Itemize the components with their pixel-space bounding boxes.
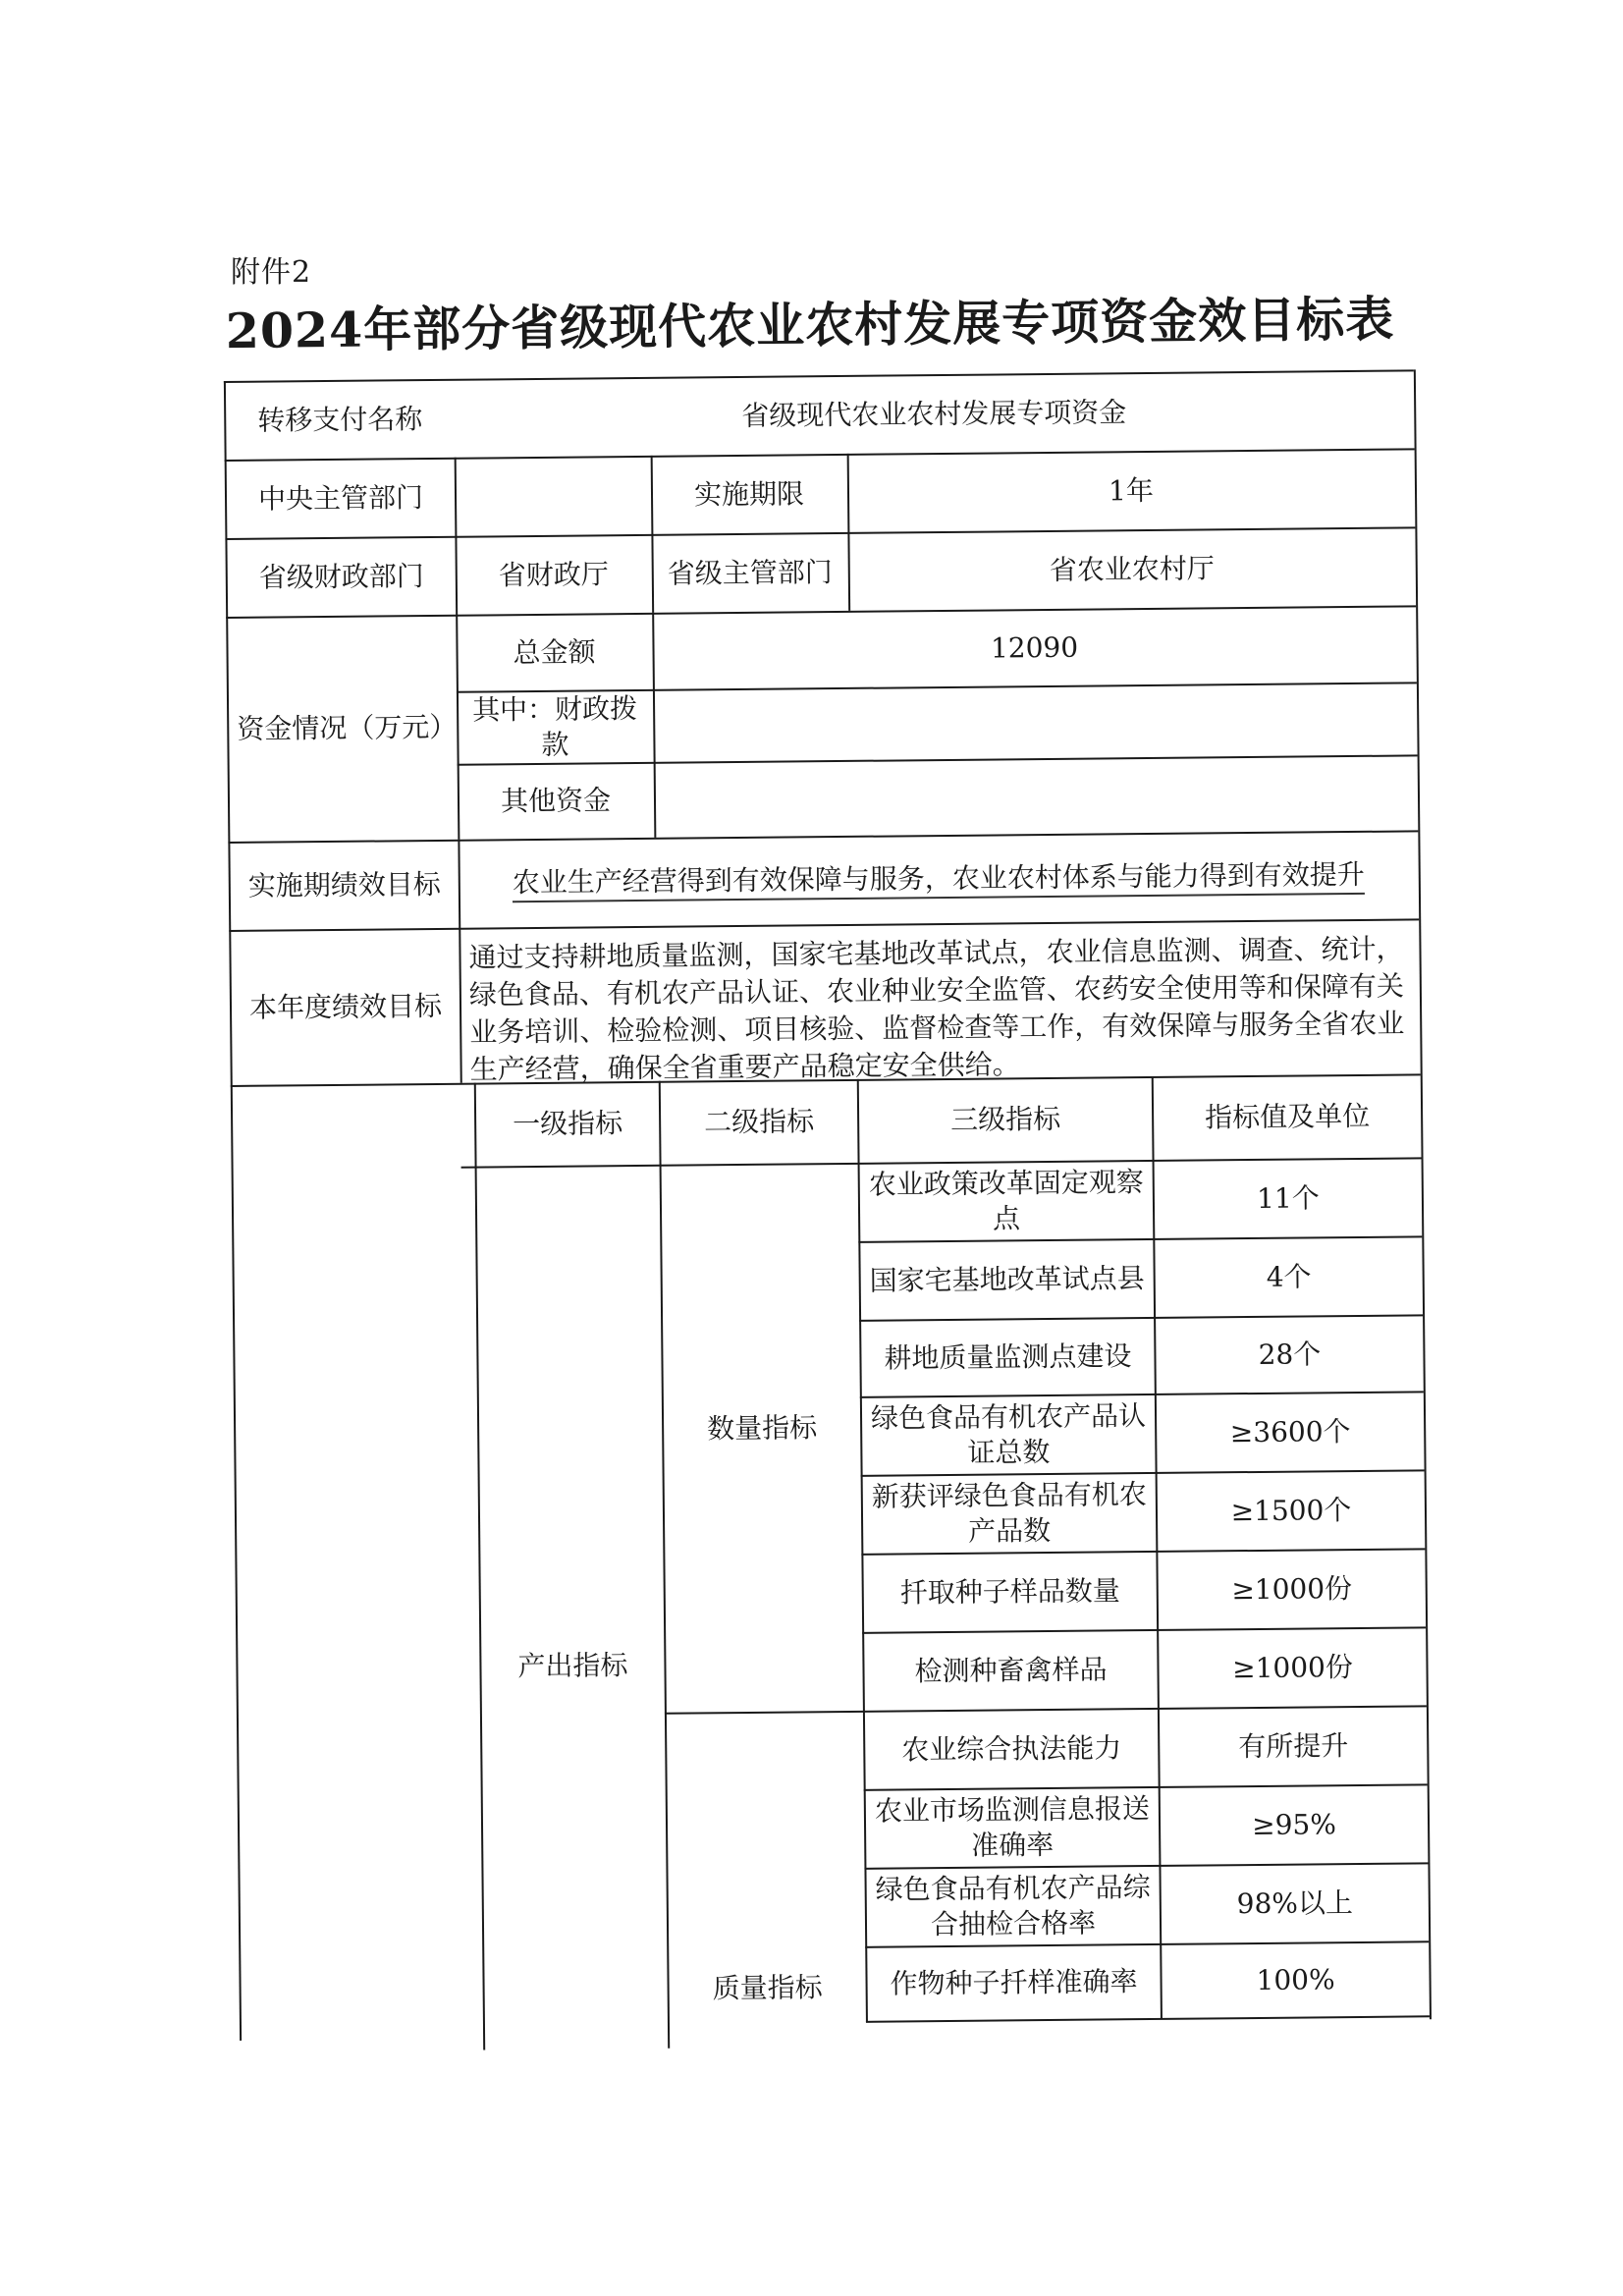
- provincial-finance-label: 省级财政部门: [227, 538, 456, 617]
- indicator-name: 耕地质量监测点建设: [861, 1319, 1155, 1396]
- indicator-value: ≥95%: [1161, 1785, 1429, 1865]
- provincial-dept-label: 省级主管部门: [651, 534, 848, 613]
- quantity-indicator-label: 数量指标: [664, 1389, 861, 1469]
- period-value: 1年: [847, 450, 1416, 532]
- funding-label: 资金情况（万元）: [228, 617, 458, 842]
- indicator-name: 国家宅基地改革试点县: [860, 1240, 1154, 1320]
- period-goal-label: 实施期绩效目标: [230, 842, 459, 930]
- indicator-value: ≥3600个: [1157, 1393, 1425, 1472]
- indicator-value: ≥1500个: [1158, 1471, 1426, 1551]
- annual-goal-label: 本年度绩效目标: [231, 930, 460, 1085]
- document-title: 2024年部分省级现代农业农村发展专项资金效目标表: [147, 281, 1474, 363]
- header-level2: 二级指标: [661, 1081, 858, 1165]
- indicator-name: 农业政策改革固定观察点: [860, 1162, 1154, 1241]
- central-dept-label: 中央主管部门: [227, 460, 456, 538]
- indicator-value: 28个: [1156, 1316, 1424, 1394]
- indicator-name: 绿色食品有机农产品综合抽检合格率: [866, 1867, 1160, 1946]
- header-level3: 三级指标: [859, 1078, 1153, 1163]
- header-level1: 一级指标: [476, 1083, 660, 1167]
- provincial-finance-value: 省财政厅: [455, 536, 652, 615]
- rule: [474, 1083, 485, 2050]
- indicator-name: 作物种子扦样准确率: [867, 1945, 1161, 2021]
- indicator-value: 4个: [1155, 1237, 1423, 1317]
- indicator-value: 100%: [1162, 1942, 1430, 2018]
- other-funds-label: 其他资金: [458, 764, 655, 840]
- fiscal-allocation-label: 其中：财政拨款: [457, 691, 654, 764]
- quality-indicator-label: 质量指标: [669, 1948, 866, 2029]
- indicator-name: 农业市场监测信息报送准确率: [866, 1788, 1160, 1868]
- indicator-value: 11个: [1155, 1159, 1423, 1238]
- provincial-dept-value: 省农业农村厅: [847, 528, 1416, 611]
- indicator-value: 有所提升: [1160, 1707, 1428, 1786]
- header-value-unit: 指标值及单位: [1154, 1075, 1422, 1160]
- attachment-label: 附件2: [231, 247, 311, 291]
- rule: [659, 1081, 670, 2049]
- central-dept-value: [455, 458, 652, 536]
- total-amount-label: 总金额: [456, 615, 653, 691]
- indicator-value: ≥1000份: [1159, 1628, 1427, 1708]
- period-goal-value: [458, 832, 1419, 927]
- indicator-name: 扦取种子样品数量: [863, 1553, 1157, 1632]
- total-amount-value: 12090: [652, 607, 1417, 688]
- fiscal-allocation-value: [653, 683, 1418, 761]
- indicator-name: 绿色食品有机农产品认证总数: [862, 1395, 1156, 1475]
- other-funds-value: [654, 756, 1419, 837]
- indicator-name: 新获评绿色食品有机农产品数: [863, 1474, 1157, 1554]
- indicator-value: 98%以上: [1161, 1864, 1429, 1943]
- output-indicator-label: 产出指标: [481, 1626, 665, 1707]
- period-label: 实施期限: [651, 456, 848, 534]
- period-goal-text: 农业生产经营得到有效保障与服务，农业农村体系与能力得到有效提升: [513, 857, 1365, 903]
- indicator-name: 农业综合执法能力: [865, 1710, 1159, 1789]
- transfer-payment-name-value: 省级现代农业农村发展专项资金: [454, 371, 1415, 457]
- annual-goal-value: 通过支持耕地质量监测，国家宅基地改革试点，农业信息监测、调查、统计，绿色食品、有机农产品认证、农业种业安全监管、农药安全使用等和保障有关业务培训、检验检测、项目核验、监督检查等工作，有效保障与服务全省农业生产经营，确保全省重要产品稳定安全供给。: [459, 920, 1420, 1082]
- indicator-name: 检测种畜禽样品: [864, 1631, 1158, 1711]
- transfer-payment-name-label: 转移支付名称: [226, 381, 455, 460]
- indicator-value: ≥1000份: [1158, 1550, 1426, 1629]
